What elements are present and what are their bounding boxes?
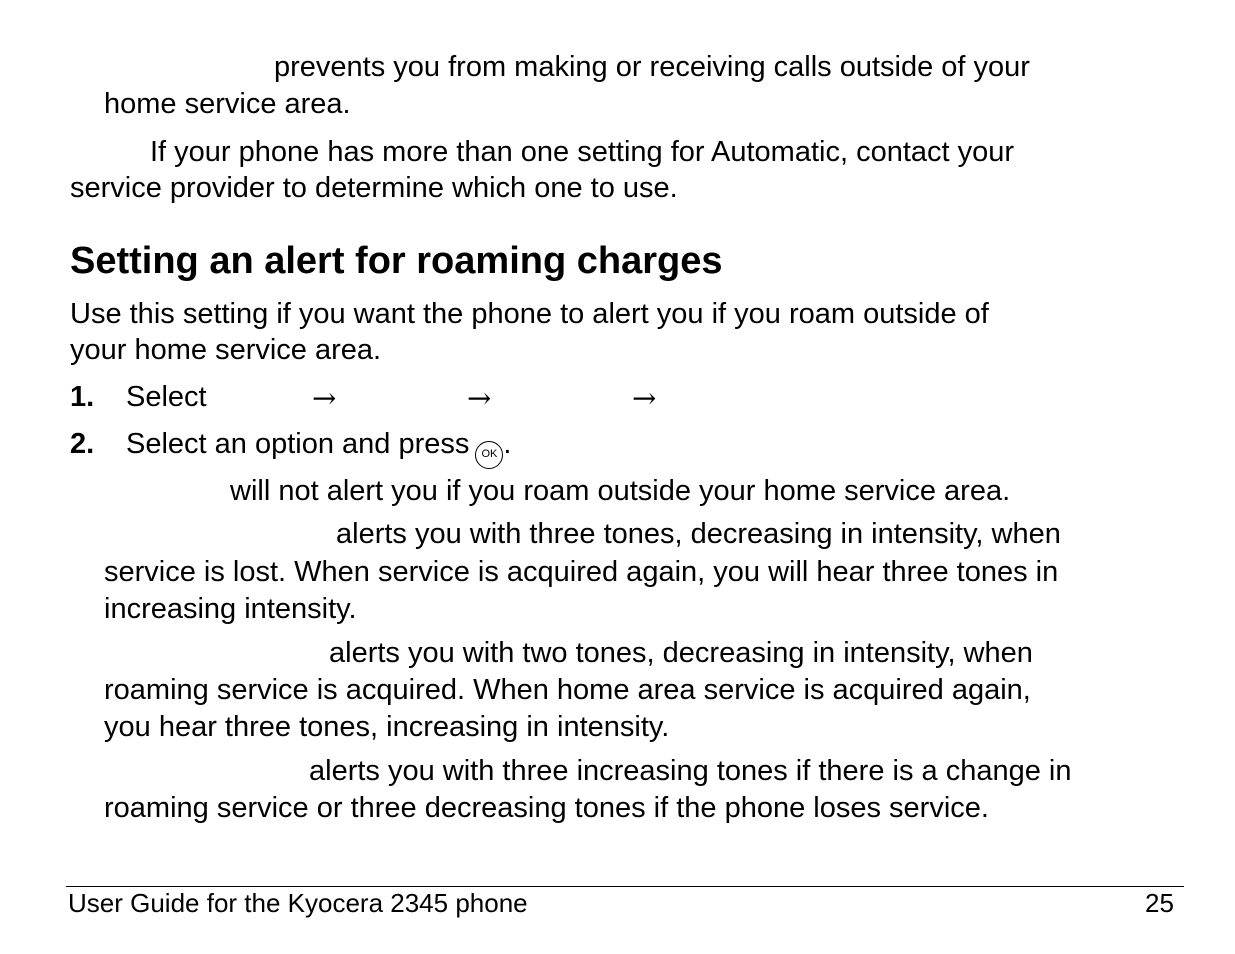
note-line-2: home service area. (104, 88, 351, 120)
note-line-1: prevents you from making or receiving calls outside of your (274, 51, 1030, 83)
section-heading: Setting an alert for roaming charges (70, 240, 723, 282)
step-2-line (126, 430, 511, 469)
ok-key-icon: OK (475, 441, 503, 469)
option-3-line-3: you hear three tones, increasing in intensity. (104, 711, 670, 743)
menu-arrow-icon-1: → (312, 381, 337, 415)
step-2-number: 2. (70, 428, 95, 460)
step-2-text: Select an option and press (126, 428, 470, 460)
automatic-note-line-1: If your phone has more than one setting for Automatic, contact your (150, 136, 1015, 168)
option-1-line-1: will not alert you if you roam outside your home service area. (230, 475, 1011, 507)
option-3-line-1: alerts you with two tones, decreasing in intensity, when (329, 637, 1033, 669)
option-2-line-3: increasing intensity. (104, 593, 357, 625)
menu-arrow-icon-2: → (467, 381, 492, 415)
option-4-line-1: alerts you with three increasing tones if there is a change in (309, 755, 1072, 787)
option-4-line-2: roaming service or three decreasing tones if the phone loses service. (104, 792, 989, 824)
page-number: 25 (1145, 888, 1174, 918)
step-1-number: 1. (70, 381, 95, 413)
step-1-text: Select (126, 381, 207, 413)
step-2-period: . (503, 428, 512, 460)
option-3-line-2: roaming service is acquired. When home area service is acquired again, (104, 674, 1031, 706)
option-2-line-2: service is lost. When service is acquired again, you will hear three tones in (104, 556, 1059, 588)
footer-divider (66, 886, 1184, 887)
automatic-note-line-2: service provider to determine which one to use. (70, 172, 678, 204)
option-2-line-1: alerts you with three tones, decreasing in intensity, when (336, 518, 1061, 550)
intro-line-1: Use this setting if you want the phone to alert you if you roam outside of (70, 298, 989, 330)
menu-arrow-icon-3: → (632, 381, 657, 415)
footer-title: User Guide for the Kyocera 2345 phone (68, 888, 528, 918)
intro-line-2: your home service area. (70, 334, 382, 366)
